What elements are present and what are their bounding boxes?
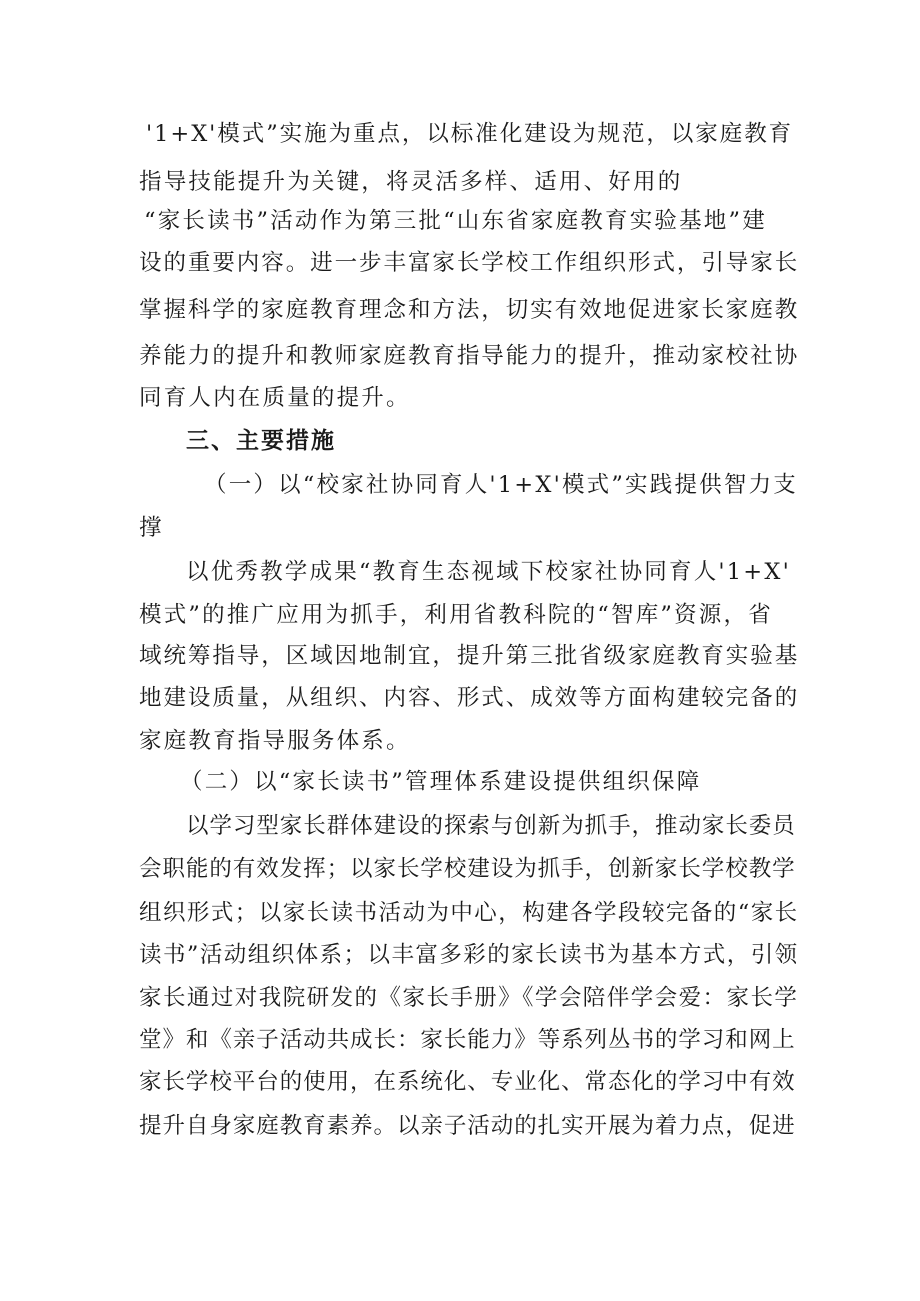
paragraph-line: 掌握科学的家庭教育理念和方法，切实有效地促进家长家庭教 <box>139 297 800 323</box>
paragraph-line: 家长学校平台的使用，在系统化、专业化、常态化的学习中有效 <box>139 1069 796 1095</box>
paragraph-line: 同育人内在质量的提升。 <box>139 385 411 411</box>
paragraph-line: 会职能的有效发挥；以家长学校建设为抓手，创新家长学校教学 <box>139 856 796 882</box>
subheading-line: 撑 <box>139 515 164 541</box>
paragraph-line: 地建设质量，从组织、内容、形式、成效等方面构建较完备的 <box>139 685 800 711</box>
paragraph-line: 域统筹指导，区域因地制宜，提升第三批省级家庭教育实验基 <box>139 643 800 669</box>
paragraph-line: '1+X'模式”实施为重点，以标准化建设为规范，以家庭教育 <box>146 121 794 147</box>
paragraph-line: 家长通过对我院研发的《家长手册》《学会陪伴学会爱：家长学 <box>139 985 799 1011</box>
paragraph-line: 堂》和《亲子活动共成长：家长能力》等系列丛书的学习和网上 <box>139 1027 796 1053</box>
subheading-line: （一）以“校家社协同育人'1+X'模式”实践提供智力支 <box>204 472 798 498</box>
subheading-line: （二）以“家长读书”管理体系建设提供组织保障 <box>180 769 702 795</box>
paragraph-line: 指导技能提升为关键，将灵活多样、适用、好用的 <box>139 169 683 195</box>
paragraph-line: 养能力的提升和教师家庭教育指导能力的提升，推动家校社协 <box>139 343 800 369</box>
paragraph-line: 读书”活动组织体系；以丰富多彩的家长读书为基本方式，引领 <box>139 942 799 968</box>
paragraph-line: 组织形式；以家长读书活动为中心，构建各学段较完备的“家长 <box>139 900 799 926</box>
paragraph-line: “家长读书”活动作为第三批“山东省家庭教育实验基地”建 <box>144 208 767 234</box>
paragraph-line: 以学习型家长群体建设的探索与创新为抓手，推动家长委员 <box>186 813 796 839</box>
paragraph-line: 设的重要内容。进一步丰富家长学校工作组织形式，引导家长 <box>139 250 800 276</box>
paragraph-line: 模式”的推广应用为抓手，利用省教科院的“智库”资源，省 <box>139 602 773 628</box>
paragraph-line: 以优秀教学成果“教育生态视域下校家社协同育人'1+X' <box>186 559 791 585</box>
paragraph-line: 提升自身家庭教育素养。以亲子活动的扎实开展为着力点，促进 <box>139 1113 796 1139</box>
paragraph-line: 家庭教育指导服务体系。 <box>139 728 411 754</box>
section-heading: 三、主要措施 <box>186 428 336 454</box>
